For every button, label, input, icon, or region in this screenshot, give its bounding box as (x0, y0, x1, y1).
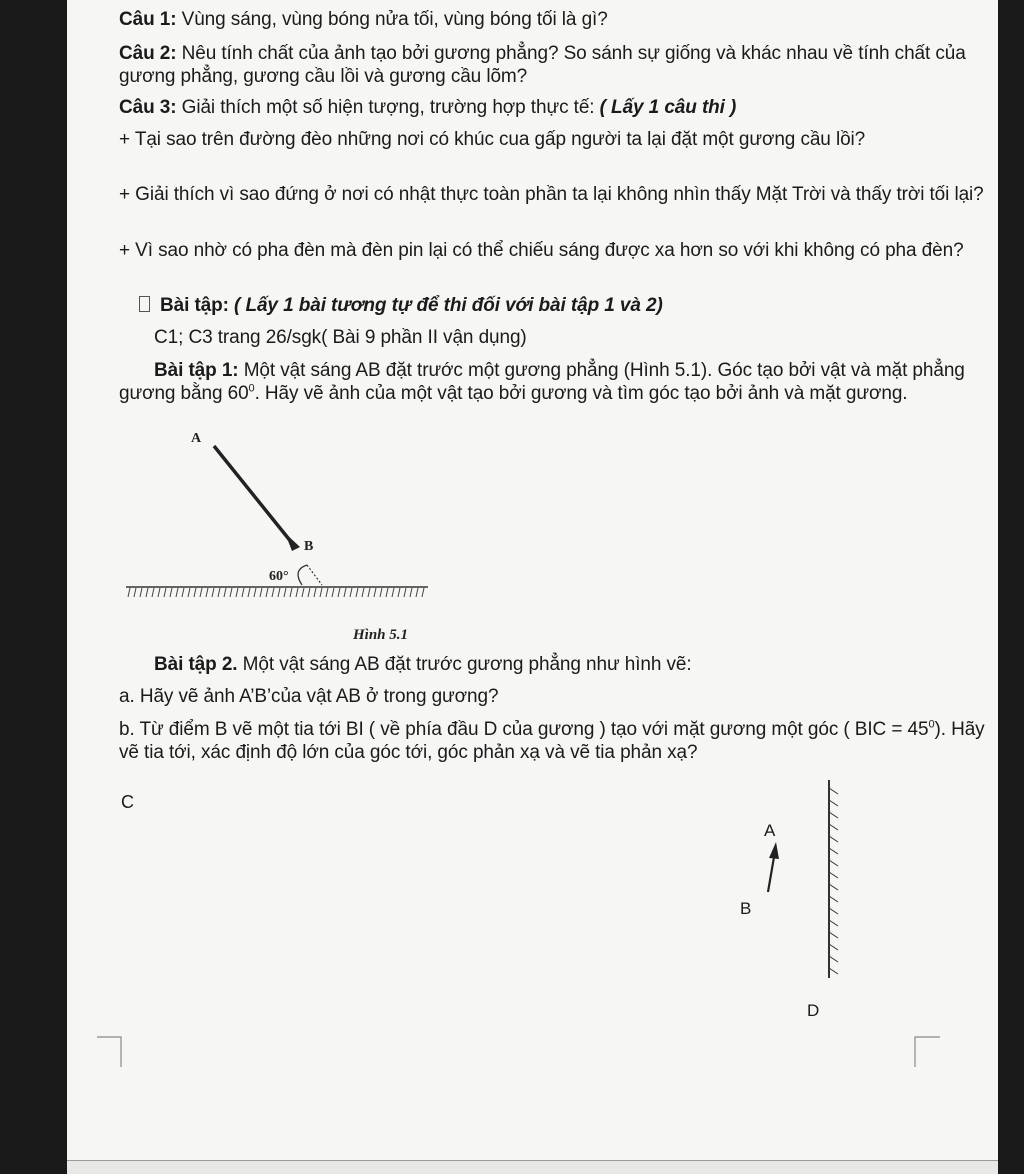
fig2-label-a: A (764, 821, 776, 840)
question-3-item-b: + Giải thích vì sao đứng ở nơi có nhật thực toàn phần ta lại không nhìn thấy Mặt Trời và thấy trời tối lại? (119, 184, 984, 205)
arrowhead-a-icon (769, 842, 779, 859)
document-page (67, 0, 998, 1160)
missing-glyph-bullet-icon (139, 296, 150, 312)
exercise-2-part-b: b. Từ điểm B vẽ một tia tới BI ( về phía đầu D của gương ) tạo với mặt gương một góc ( BIC = $45^0$). Hãy vẽ tia tới, xác định độ lớn của góc tới, góc phản xạ và vẽ tia phản xạ? (119, 718, 985, 763)
exercise-2: Bài tập 2. Một vật sáng AB đặt trước gương phẳng như hình vẽ: (154, 654, 692, 675)
margin-corner-right (912, 1030, 942, 1070)
fig2-label-d: D (807, 1001, 820, 1020)
question-3: Câu 3: Giải thích một số hiện tượng, trường hợp thực tế: ( Lấy 1 câu thi ) (119, 97, 737, 118)
fig1-angle-label: 60° (269, 569, 289, 584)
arrowhead-b-icon (285, 533, 300, 551)
exercise-2-part-a: a. Hãy vẽ ảnh A’B’của vật AB ở trong gương? (119, 686, 499, 707)
fig1-label-b: B (304, 539, 314, 554)
vertical-mirror-hatching (829, 788, 838, 974)
fig1-caption: Hình 5.1 (353, 627, 409, 643)
page-bottom-edge (67, 1160, 998, 1174)
question-2: Câu 2: Nêu tính chất của ảnh tạo bởi gương phẳng? So sánh sự giống và khác nhau về tính chất của gương phẳng, gương cầu lồi và gương cầu lõm? (119, 43, 966, 87)
question-1: Câu 1: Vùng sáng, vùng bóng nửa tối, vùng bóng tối là gì? (119, 9, 608, 30)
object-ab-line (214, 446, 292, 543)
exercise-1: Bài tập 1: Một vật sáng AB đặt trước một gương phẳng (Hình 5.1). Góc tạo bởi vật và mặt phẳng gương bằng $60^0$. Hãy vẽ ảnh của một vật tạo bởi gương và tìm góc tạo bởi ảnh và mặt gương. (119, 360, 965, 404)
figure-2 (757, 780, 857, 980)
fig1-label-a: A (191, 431, 202, 446)
margin-corner-left (97, 1030, 127, 1070)
figure-5-1 (122, 425, 452, 650)
question-3-item-a: + Tại sao trên đường đèo những nơi có khúc cua gấp người ta lại đặt một gương cầu lồi? (119, 129, 866, 150)
mirror-hatching (128, 588, 424, 597)
ab-extension-dashed (307, 565, 322, 585)
question-3-item-c: + Vì sao nhờ có pha đèn mà đèn pin lại có thể chiếu sáng được xa hơn so với khi không có pha đèn? (119, 240, 964, 261)
object-ab-arrow (768, 857, 774, 892)
angle-arc (298, 565, 307, 585)
fig2-label-c: C (121, 792, 134, 812)
exercises-heading: Bài tập: ( Lấy 1 bài tương tự để thi đối với bài tập 1 và 2) (139, 294, 998, 317)
fig2-label-b: B (740, 899, 752, 918)
c1-c3-reference: C1; C3 trang 26/sgk( Bài 9 phần II vận dụng) (154, 327, 527, 348)
